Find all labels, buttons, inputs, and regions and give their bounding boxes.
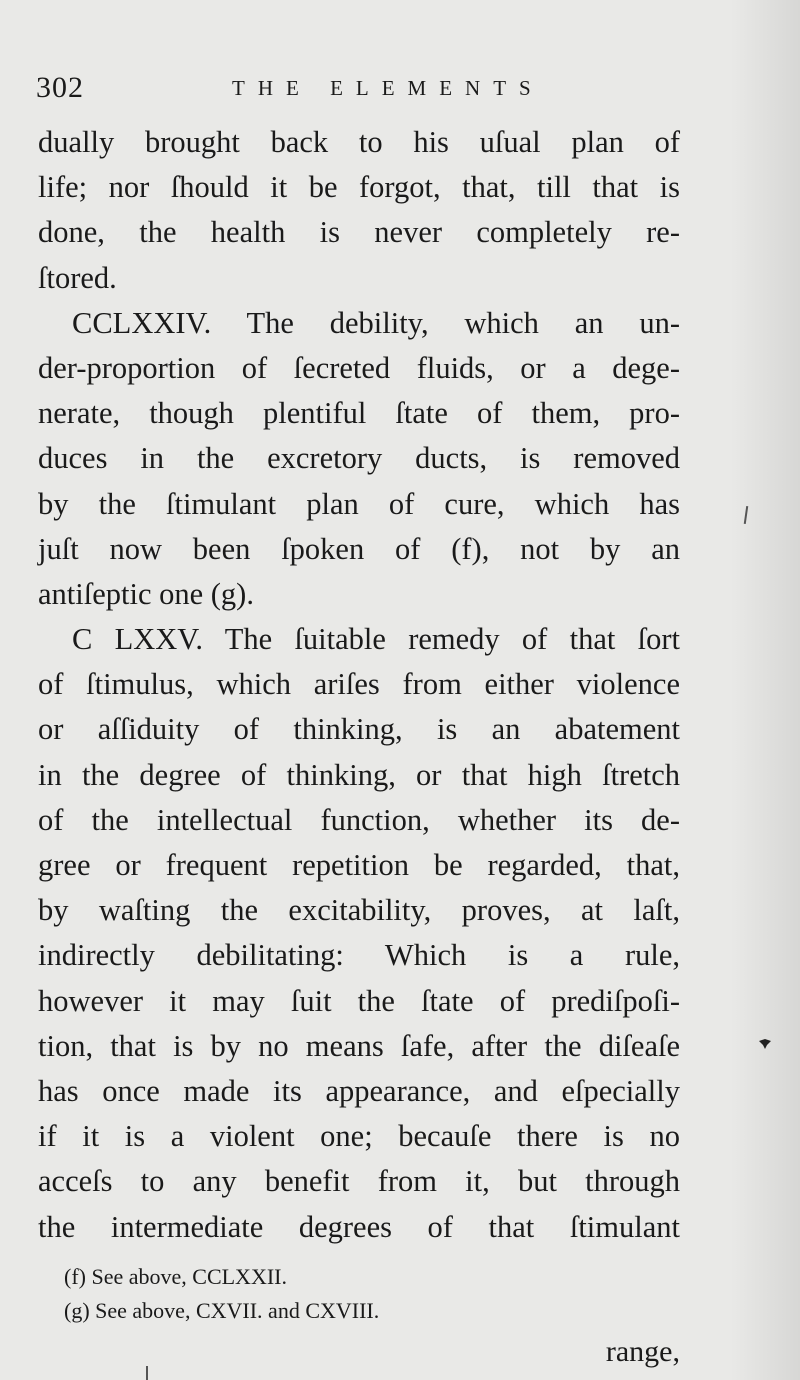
footnote-f: (f) See above, CCLXXII. (64, 1264, 287, 1289)
text-line: in the degree of thinking, or that high ſtretch (38, 757, 680, 792)
text-line: however it may ſuit the ſtate of prediſpoſi- (38, 983, 680, 1018)
page-number: 302 (36, 71, 84, 104)
text-line: has once made its appearance, and eſpecially (38, 1073, 680, 1108)
paragraph-start: CCLXXIV. The debility, which an un- (72, 305, 680, 340)
text-line: indirectly debilitating: Which is a rule, (38, 938, 680, 973)
text-line: of the intellectual function, whether its de- (38, 802, 680, 837)
text-line: nerate, though plentiful ſtate of them, pro- (38, 396, 680, 431)
text-line: juſt now been ſpoken of (f), not by an (38, 531, 680, 566)
text-line: antiſeptic one (g). (38, 576, 254, 611)
ink-blot-icon (758, 1038, 772, 1050)
text-line: tion, that is by no means ſafe, after the diſeaſe (38, 1028, 680, 1063)
text-line: duces in the excretory ducts, is removed (38, 441, 680, 476)
text-line: gree or frequent repetition be regarded, that, (38, 848, 680, 882)
text-line: or aſſiduity of thinking, is an abatement (38, 712, 680, 747)
text-line: the intermediate degrees of that ſtimulant (38, 1209, 680, 1244)
text-line: der-proportion of ſecreted fluids, or a dege- (38, 350, 680, 385)
footnotes (64, 1260, 664, 1328)
text-line: if it is a violent one; becauſe there is no (38, 1119, 680, 1154)
text-line: acceſs to any benefit from it, but through (38, 1164, 680, 1199)
margin-mark (146, 1366, 148, 1380)
text-line: life; nor ſhould it be forgot, that, till that is (38, 170, 680, 205)
text-line: by the ſtimulant plan of cure, which has (38, 486, 680, 521)
text-line: ſtored. (38, 260, 117, 295)
text-line: of ſtimulus, which ariſes from either violence (38, 667, 680, 702)
text-line: dually brought back to his uſual plan of (38, 125, 680, 159)
catchword: range, (605, 1335, 680, 1368)
text-line: done, the health is never completely re- (38, 215, 680, 250)
running-title: THE ELEMENTS (232, 76, 544, 100)
body-text (38, 120, 680, 1250)
footnote-g: (g) See above, CXVII. and CXVIII. (64, 1298, 380, 1323)
text-line: by waſting the excitability, proves, at laſt, (38, 893, 680, 928)
paragraph-start: C LXXV. The ſuitable remedy of that ſort (72, 622, 680, 657)
running-head (36, 68, 686, 108)
margin-mark (744, 506, 748, 524)
